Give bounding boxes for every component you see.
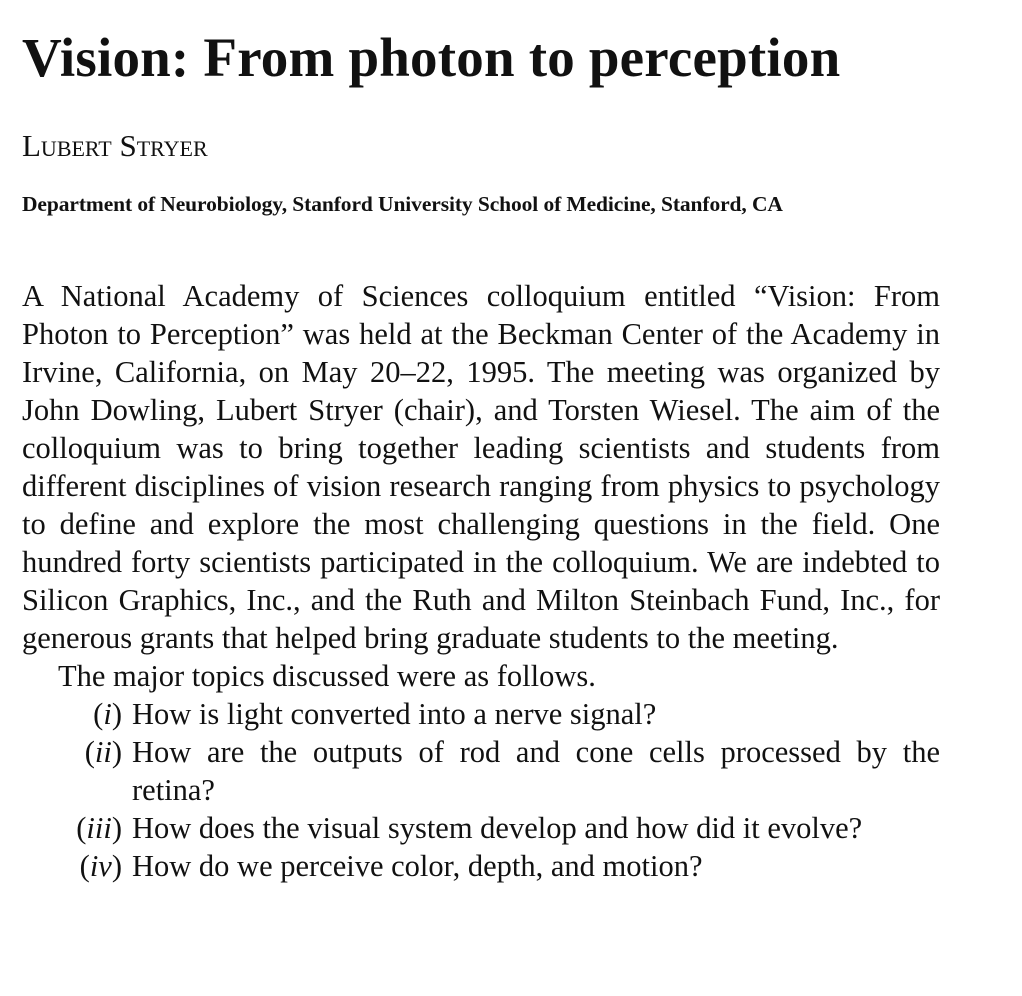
topic-list [22, 695, 940, 885]
list-item-number: (ii) [84, 735, 122, 769]
author-affiliation: Department of Neurobiology, Stanford University School of Medicine, Stanford, CA [22, 192, 783, 216]
article-body [22, 277, 940, 885]
list-item-number: (iii) [76, 811, 122, 845]
intro-paragraph: A National Academy of Sciences colloquium entitled “Vision: From Photon to Perception” was held at the Beckman Center of the Academy in Irvine, California, on May 20–22, 1995. The meeting was organized by John Dowling, Lubert Stryer (chair), and Torsten Wiesel. The aim of the colloquium was to bring together leading scientists and students from different disciplines of vision research ranging from physics to psychology to define and explore the most challenging questions in the field. One hundred forty scientists participated in the colloquium. We are indebted to Silicon Graphics, Inc., and the Ruth and Milton Steinbach Fund, Inc., for generous grants that helped bring graduate students to the meeting. [22, 279, 940, 655]
list-item [22, 809, 940, 847]
list-item-number: (i) [93, 697, 122, 731]
author-name: Lubert Stryer [22, 128, 208, 163]
list-item-text: How does the visual system develop and how did it evolve? [132, 811, 863, 845]
list-item-text: How do we perceive color, depth, and motion? [132, 849, 703, 883]
list-item [22, 733, 940, 809]
list-item-text: How are the outputs of rod and cone cells processed by the retina? [132, 735, 940, 807]
topics-lead-paragraph: The major topics discussed were as follows. [58, 659, 596, 693]
list-item [22, 695, 940, 733]
paper-title: Vision: From photon to perception [22, 27, 841, 88]
list-item-text: How is light converted into a nerve signal? [132, 697, 657, 731]
list-item [22, 847, 940, 885]
list-item-number: (iv) [79, 849, 122, 883]
